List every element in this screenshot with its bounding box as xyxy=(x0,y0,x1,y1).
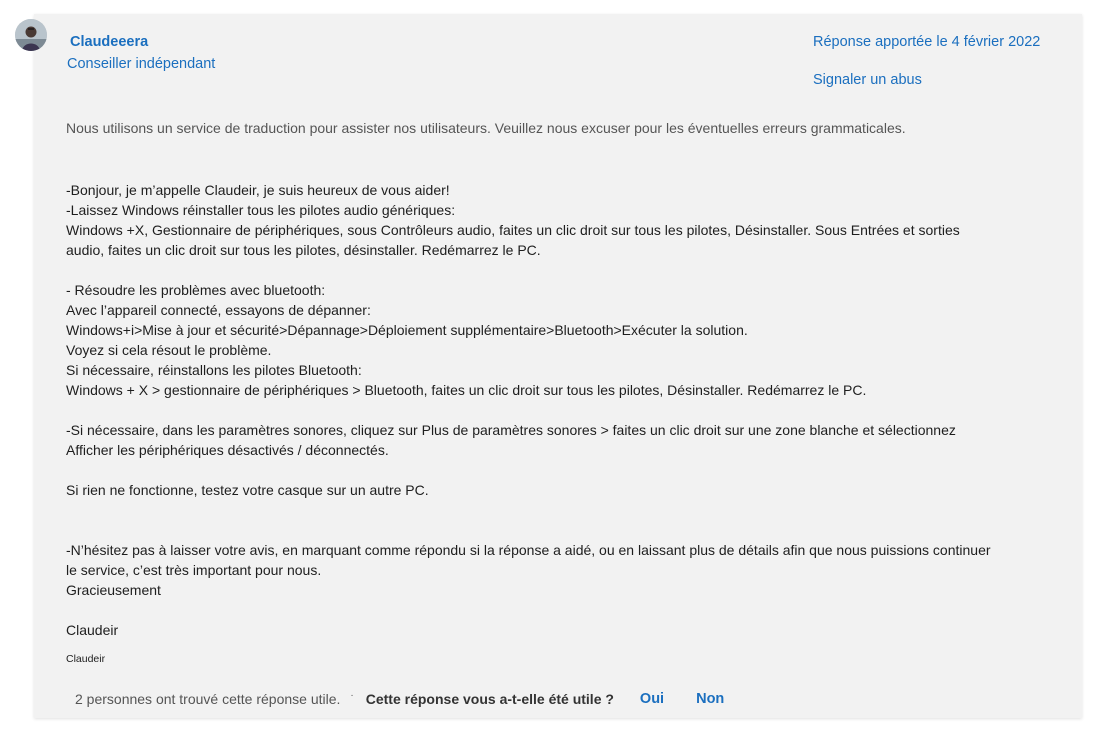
user-photo-icon xyxy=(15,19,47,51)
body-line: le service, c’est très important pour nous. xyxy=(66,562,322,578)
yes-button[interactable]: Oui xyxy=(639,691,665,707)
body-line: audio, faites un clic droit sur tous les pilotes, désinstaller. Redémarrez le PC. xyxy=(66,242,541,258)
author-name[interactable]: Claudeeera xyxy=(70,34,149,50)
body-line xyxy=(66,400,1056,420)
helpful-question: Cette réponse vous a-t-elle été utile ? xyxy=(365,691,614,707)
body-line: Gracieusement xyxy=(66,582,161,598)
reply-date[interactable]: Réponse apportée le 4 février 2022 xyxy=(813,34,1041,50)
body-line: Si rien ne fonctionne, testez votre casque sur un autre PC. xyxy=(66,482,429,498)
author-role[interactable]: Conseiller indépendant xyxy=(67,56,216,72)
body-line xyxy=(66,500,1056,520)
body-line: -Laissez Windows réinstaller tous les pilotes audio génériques: xyxy=(66,202,456,218)
translation-notice: Nous utilisons un service de traduction pour assister nos utilisateurs. Veuillez nous excuser pour les éventuelles erreurs grammaticales. xyxy=(66,120,906,136)
body-line: Afficher les périphériques désactivés / déconnectés. xyxy=(66,442,389,458)
body-line xyxy=(66,520,1056,540)
body-line: Windows + X > gestionnaire de périphériques > Bluetooth, faites un clic droit sur tous les pilotes, Désinstaller. Redémarrez le PC. xyxy=(66,382,867,398)
body-line: -Si nécessaire, dans les paramètres sonores, cliquez sur Plus de paramètres sonores > faites un clic droit sur une zone blanche et sélectionnez xyxy=(66,422,956,438)
body-line: Avec l’appareil connecté, essayons de dépanner: xyxy=(66,302,371,318)
body-line: Si nécessaire, réinstallons les pilotes Bluetooth: xyxy=(66,362,362,378)
report-abuse-link[interactable]: Signaler un abus xyxy=(813,72,922,88)
no-button[interactable]: Non xyxy=(696,691,725,707)
helpful-count: 2 personnes ont trouvé cette réponse utile. xyxy=(75,691,341,707)
signature: Claudeir xyxy=(66,653,106,665)
helpful-footer xyxy=(75,691,756,707)
body-line: - Résoudre les problèmes avec bluetooth: xyxy=(66,282,326,298)
body-line: Voyez si cela résout le problème. xyxy=(66,342,272,358)
body-line: Claudeir xyxy=(66,622,119,638)
body-line xyxy=(66,260,1056,280)
footer-separator: · xyxy=(350,689,354,701)
avatar[interactable] xyxy=(15,19,47,51)
body-line: Windows +X, Gestionnaire de périphériques, sous Contrôleurs audio, faites un clic droit sur tous les pilotes, Désinstaller. Sous Entrées et sorties xyxy=(66,222,960,238)
reply-body xyxy=(66,180,1056,640)
body-line: Windows+i>Mise à jour et sécurité>Dépannage>Déploiement supplémentaire>Bluetooth>Exécuter la solution. xyxy=(66,322,748,338)
body-line: -N’hésitez pas à laisser votre avis, en marquant comme répondu si la réponse a aidé, ou en laissant plus de détails afin que nous puissions continuer xyxy=(66,542,991,558)
body-line: -Bonjour, je m’appelle Claudeir, je suis heureux de vous aider! xyxy=(66,182,450,198)
body-line xyxy=(66,460,1056,480)
body-line xyxy=(66,600,1056,620)
